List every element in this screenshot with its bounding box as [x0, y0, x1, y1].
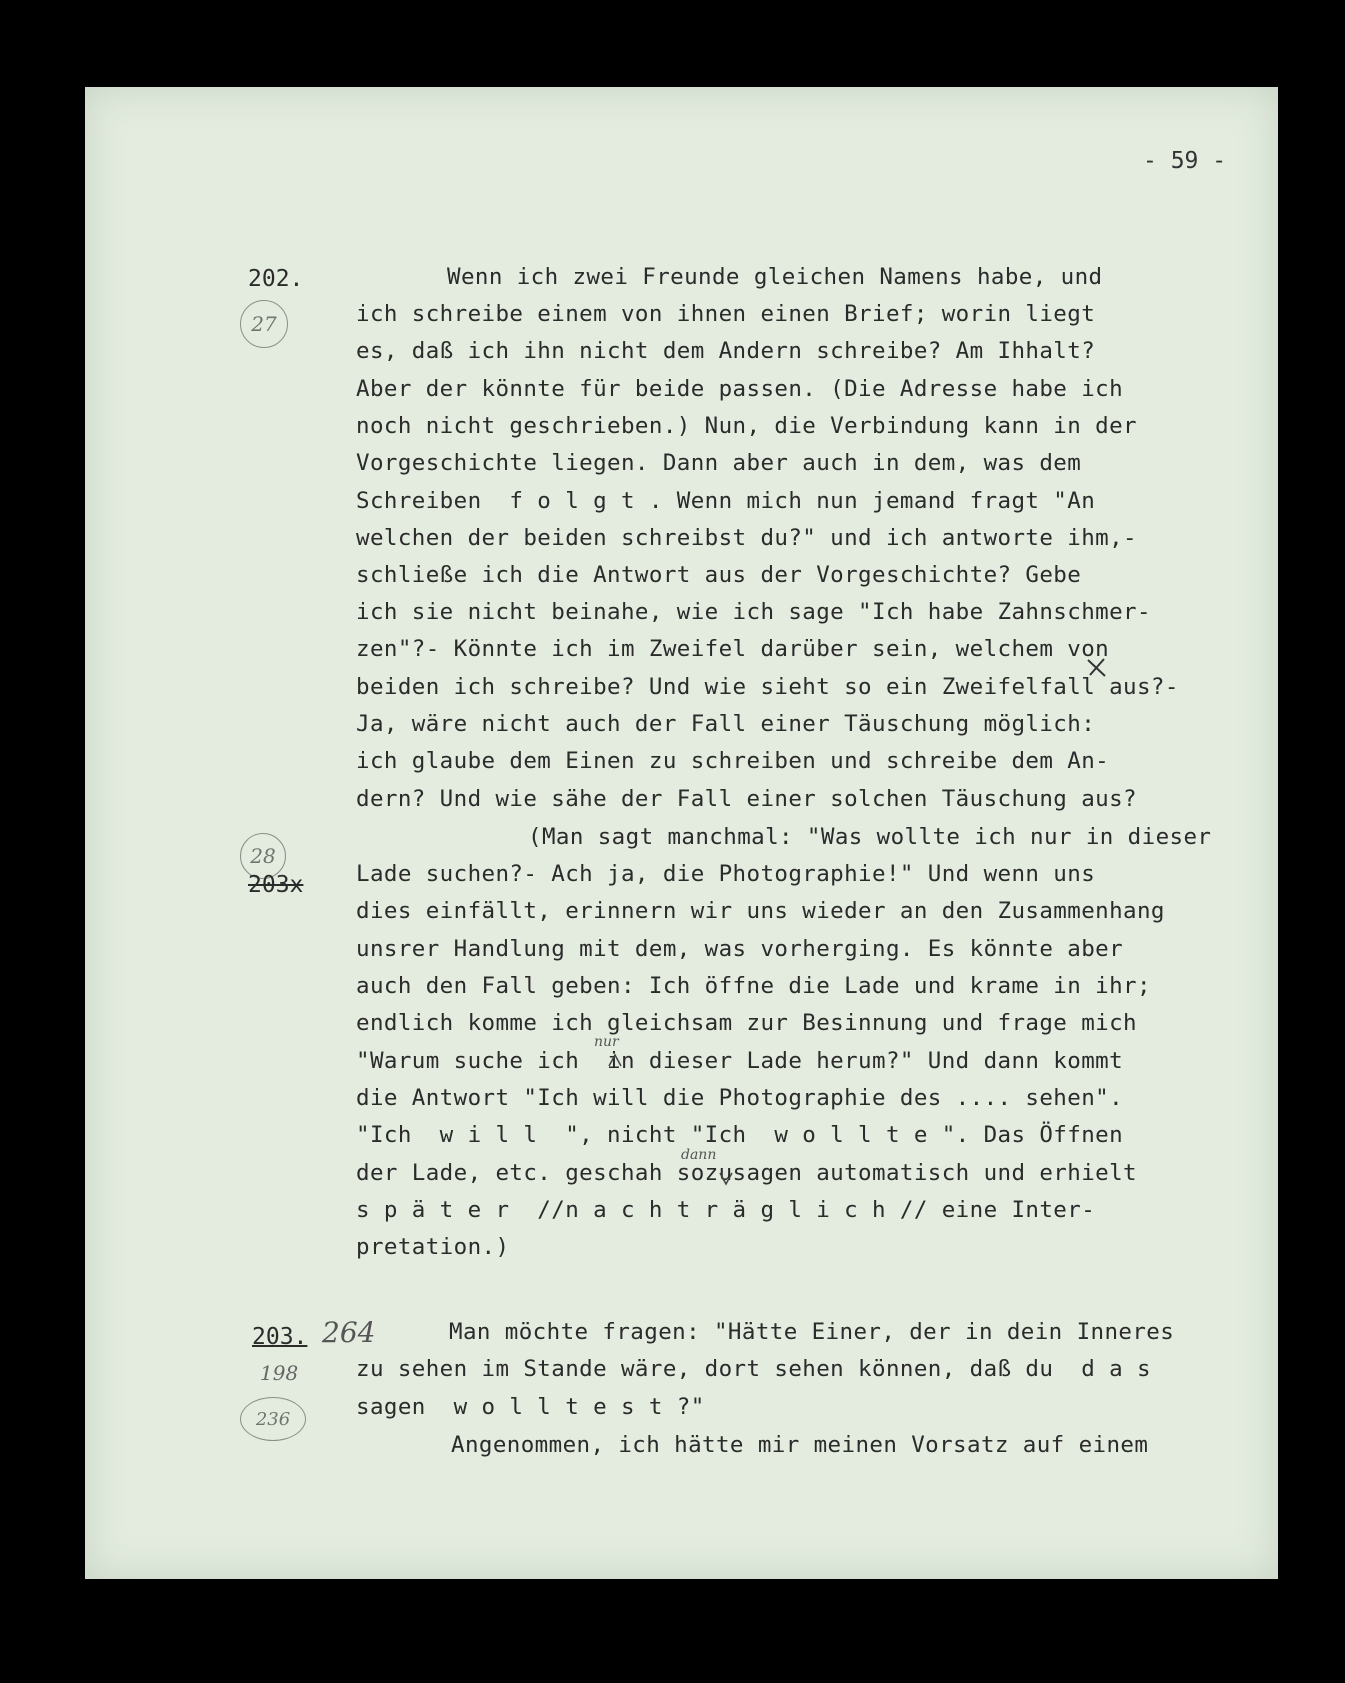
text-line: (Man sagt manchmal: "Was wollte ich nur in dieser — [528, 824, 1212, 850]
text-line: "Warum suche ich in dieser Lade herum?" Und dann kommt — [356, 1048, 1124, 1074]
section-number-203: 203. — [252, 1324, 308, 1350]
insertion-caret — [607, 1052, 623, 1068]
text-line: Angenommen, ich hätte mir meinen Vorsatz auf einem — [451, 1432, 1149, 1458]
text-line: dies einfällt, erinnern wir uns wieder an den Zusammenhang — [356, 898, 1165, 924]
margin-note-28: 28 — [250, 844, 276, 868]
text-line: der Lade, etc. geschah sozusagen automatisch und erhielt — [356, 1160, 1137, 1186]
handwritten-insert-nur: nur — [594, 1034, 619, 1050]
text-line: zen"?- Könnte ich im Zweifel darüber sein, welchem von — [356, 636, 1110, 662]
text-line: Ja, wäre nicht auch der Fall einer Täuschung möglich: — [356, 711, 1096, 737]
margin-note-circle-236 — [240, 1397, 306, 1441]
text-line: ich sie nicht beinahe, wie ich sage "Ich habe Zahnschmer- — [356, 599, 1151, 625]
text-line: ich schreibe einem von ihnen einen Brief; worin liegt — [356, 301, 1096, 327]
text-line: Aber der könnte für beide passen. (Die Adresse habe ich — [356, 376, 1124, 402]
text-line: auch den Fall geben: Ich öffne die Lade und krame in ihr; — [356, 973, 1151, 999]
margin-note-circle-27 — [240, 300, 288, 348]
section-number-202: 202. — [248, 266, 304, 292]
margin-note-27: 27 — [251, 312, 277, 336]
text-line: Schreiben f o l g t . Wenn mich nun jemand fragt "An — [356, 488, 1096, 514]
text-line: welchen der beiden schreibst du?" und ich antworte ihm,- — [356, 525, 1137, 551]
text-line: pretation.) — [356, 1234, 510, 1260]
text-line: zu sehen im Stande wäre, dort sehen können, daß du d a s — [356, 1356, 1151, 1382]
text-line: Lade suchen?- Ach ja, die Photographie!" Und wenn uns — [356, 861, 1096, 887]
text-line: Vorgeschichte liegen. Dann aber auch in dem, was dem — [356, 450, 1082, 476]
text-line: Man möchte fragen: "Hätte Einer, der in dein Inneres — [449, 1319, 1175, 1345]
text-line: endlich komme ich gleichsam zur Besinnung und frage mich — [356, 1010, 1137, 1036]
handwritten-cross-mark — [1085, 656, 1109, 680]
text-line: es, daß ich ihn nicht dem Andern schreibe? Am Ihhalt? — [356, 338, 1096, 364]
handwritten-insert-dann: dann — [681, 1147, 717, 1163]
margin-note-264: 264 — [322, 1316, 376, 1349]
section-number-203x: 203x — [248, 872, 304, 898]
text-line: ich glaube dem Einen zu schreiben und schreibe dem An- — [356, 748, 1110, 774]
text-line: dern? Und wie sähe der Fall einer solchen Täuschung aus? — [356, 786, 1137, 812]
text-line: noch nicht geschrieben.) Nun, die Verbindung kann in der — [356, 413, 1137, 439]
text-line: die Antwort "Ich will die Photographie des .... sehen". — [356, 1085, 1124, 1111]
insertion-caret — [718, 1170, 734, 1186]
text-line: unsrer Handlung mit dem, was vorherging. Es könnte aber — [356, 936, 1124, 962]
text-line: beiden ich schreibe? Und wie sieht so ein Zweifelfall aus?- — [356, 674, 1179, 700]
text-line: schließe ich die Antwort aus der Vorgeschichte? Gebe — [356, 562, 1082, 588]
page-number: - 59 - — [1143, 148, 1227, 174]
margin-note-198: 198 — [260, 1361, 299, 1385]
text-line: Wenn ich zwei Freunde gleichen Namens habe, und — [447, 264, 1103, 290]
text-line: s p ä t e r //n a c h t r ä g l i c h // eine Inter- — [356, 1197, 1096, 1223]
margin-note-236: 236 — [255, 1408, 291, 1430]
text-line: sagen w o l l t e s t ?" — [356, 1394, 705, 1420]
text-line: "Ich w i l l ", nicht "Ich w o l l t e ". Das Öffnen — [356, 1122, 1124, 1148]
